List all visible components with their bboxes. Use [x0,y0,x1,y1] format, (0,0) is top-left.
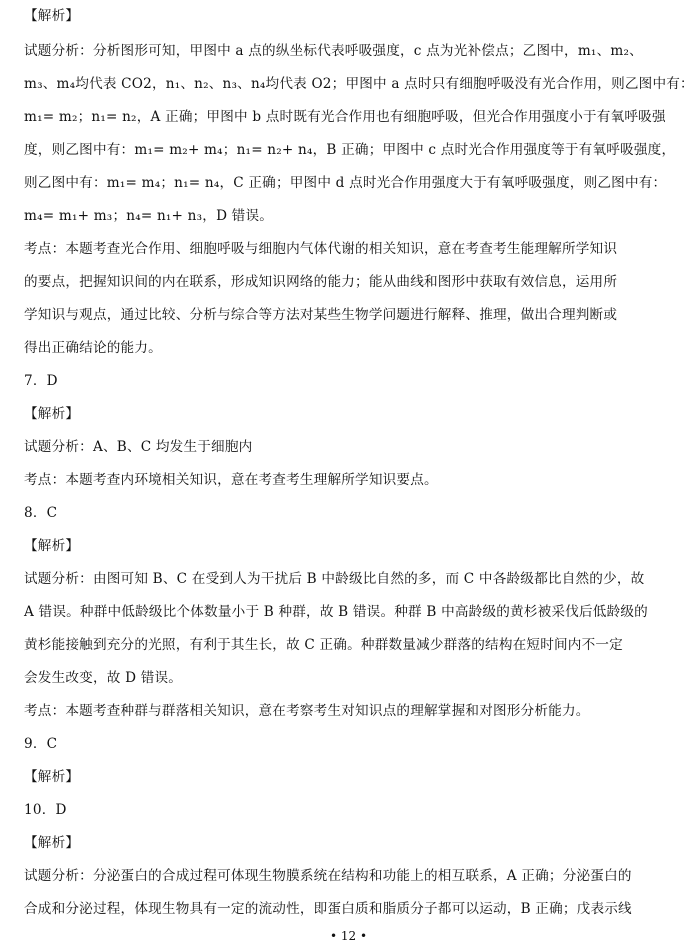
paragraph-line: 得出正确结论的能力。 [24,340,162,356]
paragraph-line: A 错误。种群中低龄级比个体数量小于 B 种群，故 B 错误。种群 B 中高龄级的黄杉被采伐后低龄级的 [24,604,648,620]
answer-number: 9．C [24,736,58,752]
section-heading-analysis: 【解析】 [24,538,80,554]
paragraph-line: 学知识与观点，通过比较、分析与综合等方法对某些生物学问题进行解释、推理，做出合理判断或 [24,307,618,323]
page-number: • 12 • [329,929,368,943]
answer-number: 10．D [24,802,67,818]
section-heading-analysis: 【解析】 [24,835,80,851]
paragraph-line: 合成和分泌过程，体现生物具有一定的流动性，即蛋白质和脂质分子都可以运动，B 正确；戊表示线 [24,901,632,917]
paragraph-line: 则乙图中有：m₁= m₄；n₁= n₄，C 正确；甲图中 d 点时光合作用强度大于有氧呼吸强度，则乙图中有： [24,175,667,191]
paragraph-line: 试题分析：A、B、C 均发生于细胞内 [24,439,253,455]
section-heading-analysis: 【解析】 [24,406,80,422]
paragraph-line: 黄杉能接触到充分的光照，有利于其生长，故 C 正确。种群数量减少群落的结构在短时间内不一定 [24,637,623,653]
section-heading-analysis: 【解析】 [24,8,80,24]
paragraph-line: m₃、m₄均代表 CO2，n₁、n₂、n₃、n₄均代表 O2；甲图中 a 点时只有细胞呼吸没有光合作用，则乙图中有： [24,76,694,92]
paragraph-line: 度，则乙图中有：m₁= m₂+ m₄；n₁= n₂+ n₄，B 正确；甲图中 c 点时光合作用强度等于有氧呼吸强度， [24,142,676,158]
paragraph-line: 试题分析：由图可知 B、C 在受到人为干扰后 B 中龄级比自然的多，而 C 中各龄级都比自然的少，故 [24,571,645,587]
paragraph-line: 考点：本题考查内环境相关知识，意在考查考生理解所学知识要点。 [24,472,438,488]
paragraph-line: 会发生改变，故 D 错误。 [24,670,183,686]
paragraph-line: 考点：本题考查种群与群落相关知识，意在考察考生对知识点的理解掌握和对图形分析能力。 [24,703,590,719]
paragraph-line: m₁= m₂；n₁= n₂，A 正确；甲图中 b 点时既有光合作用也有细胞呼吸，但光合作用强度小于有氧呼吸强 [24,109,666,125]
paragraph-line: 考点：本题考查光合作用、细胞呼吸与细胞内气体代谢的相关知识，意在考查考生能理解所学知识 [24,241,618,257]
paragraph-line: 试题分析：分析图形可知，甲图中 a 点的纵坐标代表呼吸强度，c 点为光补偿点；乙图中，m₁、m₂、 [24,43,643,59]
answer-number: 7．D [24,373,58,389]
paragraph-line: 的要点，把握知识间的内在联系，形成知识网络的能力；能从曲线和图形中获取有效信息，运用所 [24,274,618,290]
section-heading-analysis: 【解析】 [24,769,80,785]
paragraph-line: m₄= m₁+ m₃；n₄= n₁+ n₃，D 错误。 [24,208,274,224]
answer-number: 8．C [24,505,58,521]
paragraph-line: 试题分析：分泌蛋白的合成过程可体现生物膜系统在结构和功能上的相互联系，A 正确；分泌蛋白的 [24,868,632,884]
